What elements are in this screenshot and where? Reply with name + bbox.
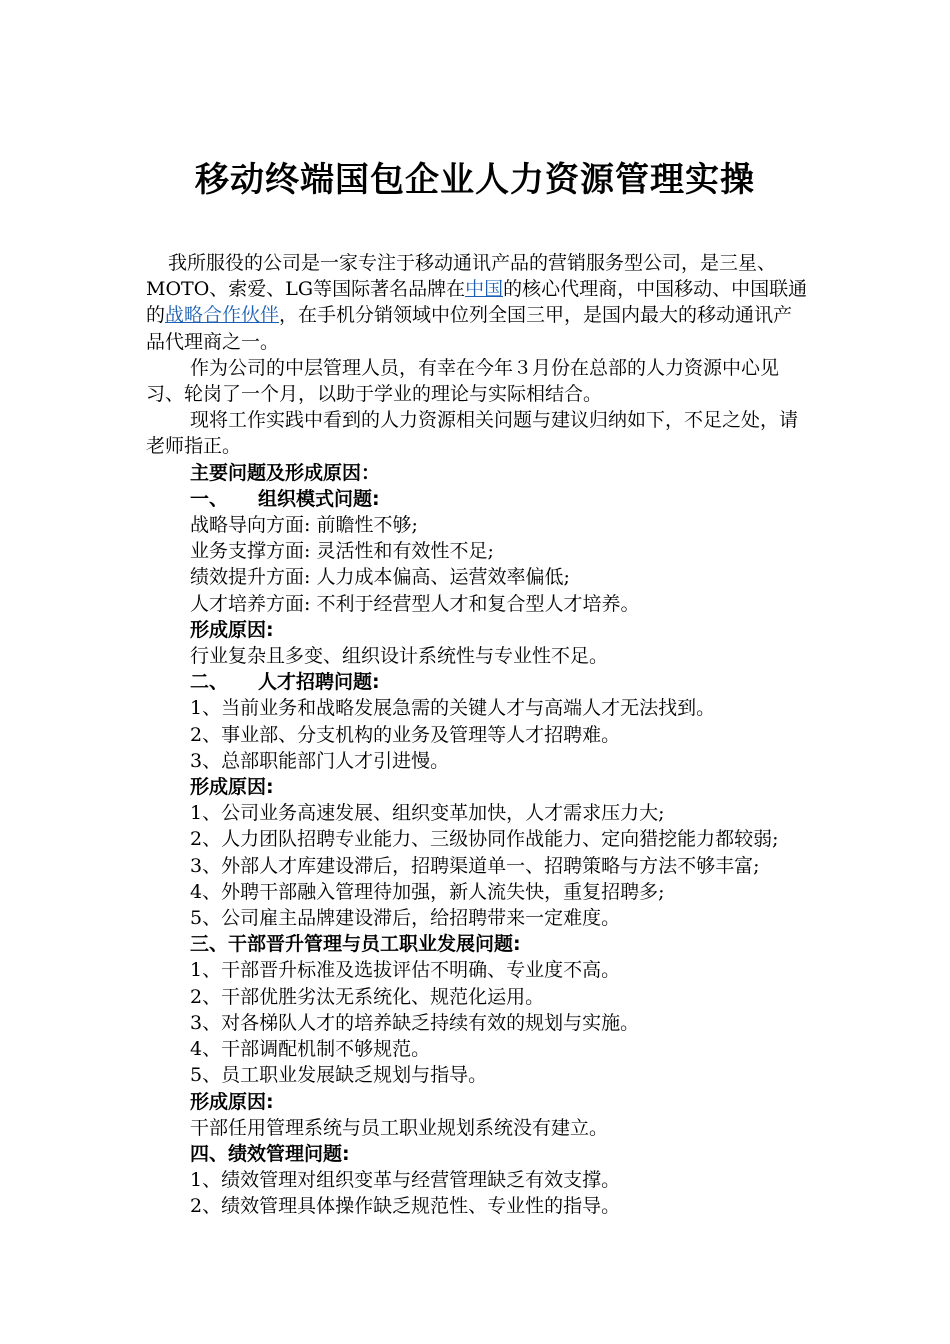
section-4-heading: 四、绩效管理问题: — [190, 1142, 350, 1165]
list-item: 2、事业部、分支机构的业务及管理等人才招聘难。 — [190, 723, 621, 746]
section-3-cause: 干部任用管理系统与员工职业规划系统没有建立。 — [190, 1116, 609, 1139]
list-item: 绩效提升方面: 人力成本偏高、运营效率偏低; — [190, 566, 570, 589]
section-3-cause-label: 形成原因: — [190, 1090, 274, 1113]
list-item: 5、员工职业发展缺乏规划与指导。 — [190, 1064, 488, 1087]
cause-item: 3、外部人才库建设滞后，招聘渠道单一、招聘策略与方法不够丰富; — [190, 854, 760, 877]
list-item: 2、干部优胜劣汰无系统化、规范化运用。 — [190, 985, 545, 1008]
list-item: 1、绩效管理对组织变革与经营管理缺乏有效支撑。 — [190, 1169, 621, 1192]
cause-item: 5、公司雇主品牌建设滞后，给招聘带来一定难度。 — [190, 907, 621, 930]
list-item: 3、对各梯队人才的培养缺乏持续有效的规划与实施。 — [190, 1011, 640, 1034]
section-1-heading: 一、 组织模式问题: — [190, 487, 380, 510]
document-title: 移动终端国包企业人力资源管理实操 — [195, 160, 755, 200]
document-body — [146, 250, 811, 1220]
intro-paragraph-2: 作为公司的中层管理人员，有幸在今年３月份在总部的人力资源中心见习、轮岗了一个月，以助于学业的理论与实际相结合。 — [146, 356, 780, 406]
list-item: 3、总部职能部门人才引进慢。 — [190, 749, 450, 772]
section-3-heading: 三、干部晋升管理与员工职业发展问题: — [190, 933, 521, 956]
section-1-cause: 行业复杂且多变、组织设计系统性与专业性不足。 — [190, 645, 609, 668]
list-item: 业务支撑方面: 灵活性和有效性不足; — [190, 540, 494, 563]
cause-item: 4、外聘干部融入管理待加强，新人流失快，重复招聘多; — [190, 880, 665, 903]
list-item: 人才培养方面: 不利于经营型人才和复合型人才培养。 — [190, 592, 640, 615]
main-heading: 主要问题及形成原因： — [190, 461, 381, 484]
list-item: 4、干部调配机制不够规范。 — [190, 1038, 431, 1061]
cause-item: 1、公司业务高速发展、组织变革加快，人才需求压力大; — [190, 802, 665, 825]
section-2-cause-label: 形成原因: — [190, 776, 274, 799]
link-china[interactable]: 中国 — [465, 278, 504, 301]
intro-paragraph-1: 我所服役的公司是一家专注于移动通讯产品的营销服务型公司，是三星、MOTO、索爱、LG等国际著名品牌在中国的核心代理商，中国移动、中国联通的战略合作伙伴，在手机分销领域中位列全国三甲，是国内最大的移动通讯产品代理商之一。 — [146, 252, 808, 353]
link-strategic-partner[interactable]: 战略合作伙伴 — [165, 304, 280, 327]
section-1-cause-label: 形成原因: — [190, 618, 274, 641]
intro-paragraph-3: 现将工作实践中看到的人力资源相关问题与建议归纳如下，不足之处，请老师指正。 — [146, 409, 799, 458]
list-item: 战略导向方面: 前瞻性不够; — [190, 514, 418, 537]
section-2-heading: 二、 人才招聘问题: — [190, 671, 380, 694]
list-item: 1、当前业务和战略发展急需的关键人才与高端人才无法找到。 — [190, 697, 716, 720]
list-item: 1、干部晋升标准及选拔评估不明确、专业度不高。 — [190, 959, 621, 982]
list-item: 2、绩效管理具体操作缺乏规范性、专业性的指导。 — [190, 1195, 621, 1218]
cause-item: 2、人力团队招聘专业能力、三级协同作战能力、定向猎挖能力都较弱; — [190, 828, 779, 851]
